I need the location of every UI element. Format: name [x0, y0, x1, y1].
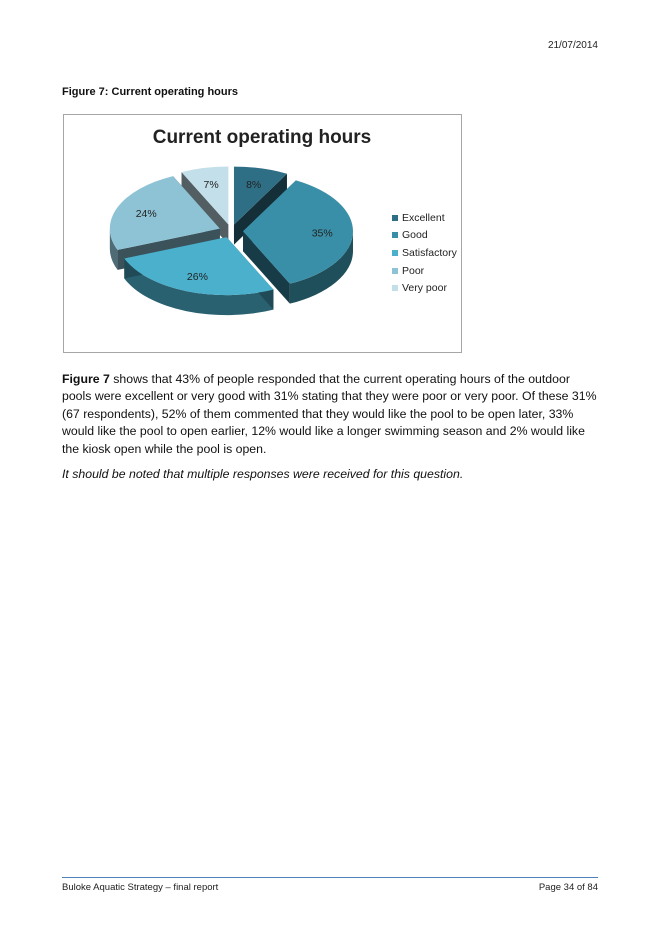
slice-label-very-poor: 7%	[203, 178, 219, 191]
legend-item-poor	[392, 262, 457, 280]
slice-label-poor: 24%	[135, 208, 157, 221]
legend-label: Good	[402, 229, 428, 242]
footer-rule	[62, 877, 598, 878]
legend-swatch	[392, 285, 398, 291]
legend-swatch	[392, 268, 398, 274]
legend-label: Satisfactory	[402, 246, 457, 259]
legend-swatch	[392, 215, 398, 221]
legend-item-excellent	[392, 209, 457, 227]
paragraph-figure-summary	[62, 371, 602, 458]
note-paragraph: It should be noted that multiple responses were received for this question.	[62, 467, 464, 482]
body-text	[62, 371, 602, 491]
legend-swatch	[392, 250, 398, 256]
figure-caption: Figure 7: Current operating hours	[62, 86, 239, 98]
paragraph-text: shows that 43% of people responded that the current operating hours of the outdoor pools were excellent or very good with 31% stating that they were poor or very poor. Of these 31% (67 respondents), 52% of them commented that they would like the pool to be open later, 33% would like the pool to open earlier, 12% would like a longer swimming season and 2% would like the kiosk open while the pool is open.	[62, 372, 597, 456]
slice-label-good: 35%	[311, 227, 333, 240]
chart-title: Current operating hours	[152, 127, 372, 148]
legend-item-very-poor	[392, 279, 457, 297]
footer-title: Buloke Aquatic Strategy – final report	[62, 882, 219, 893]
legend-label: Poor	[402, 264, 425, 277]
chart-legend	[392, 209, 457, 297]
slice-label-excellent: 8%	[246, 179, 262, 192]
legend-swatch	[392, 232, 398, 238]
legend-label: Very poor	[402, 282, 447, 295]
pie-chart	[63, 114, 462, 353]
page-number: Page 34 of 84	[538, 882, 598, 893]
legend-label: Excellent	[402, 211, 445, 224]
slice-label-satisfactory: 26%	[186, 271, 208, 283]
legend-item-good	[392, 227, 457, 245]
report-date: 21/07/2014	[547, 40, 598, 51]
legend-item-satisfactory	[392, 244, 457, 262]
figure-reference: Figure 7	[62, 372, 110, 386]
